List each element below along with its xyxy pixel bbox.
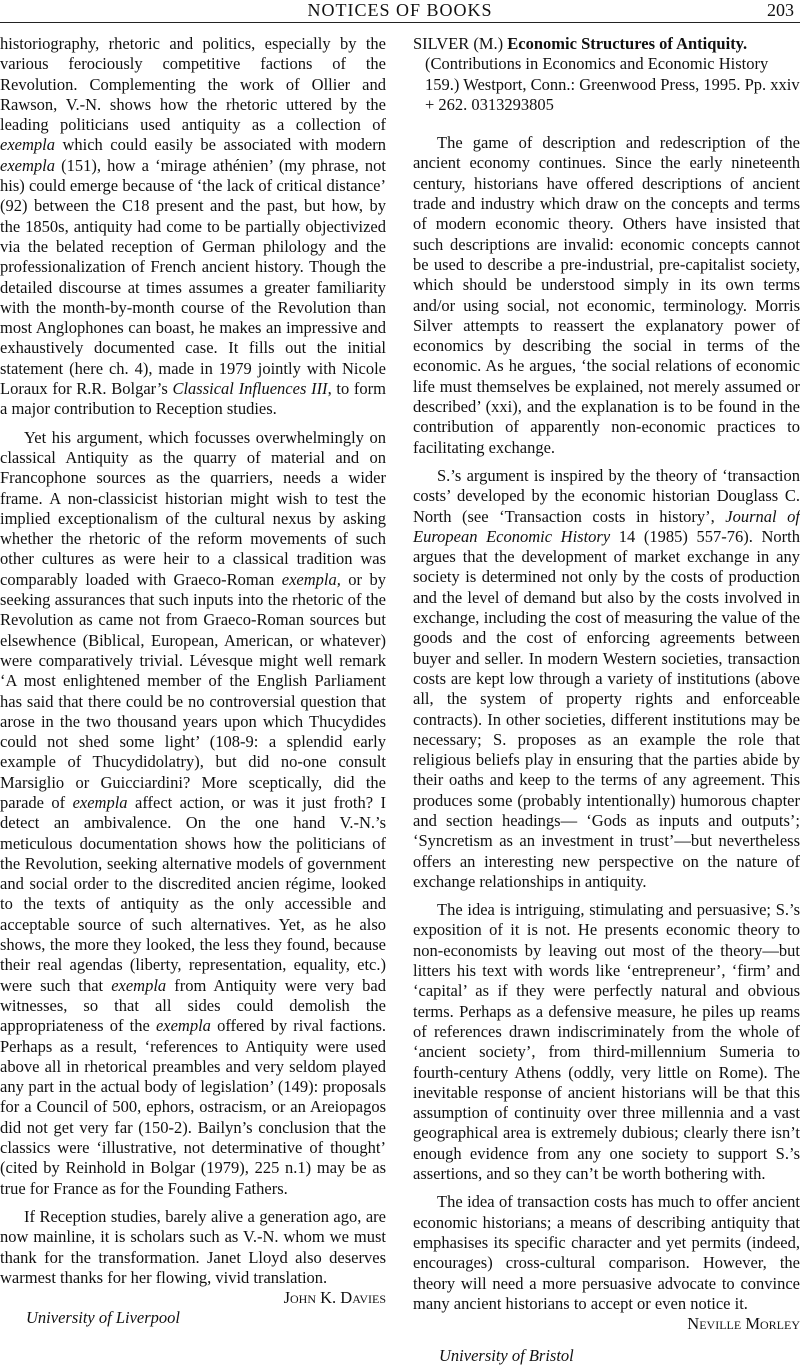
page-number: 203 [767,0,794,20]
book-author: SILVER (M.) [413,34,508,53]
right-paragraph-1: The game of description and redescription of the ancient economy continues. Since the early nineteenth century, historians have offered descriptions of ancient trade and industry which draw on the concepts and terms of modern economic theory. Others have insisted that such descriptions are invalid: economic concepts cannot be used to describe a pre-industrial, pre-capitalist society, which should be understood simply in its own terms and/or using social, not economic, terminology. Morris Silver attempts to reassert the explanatory power of economics by describing the social in terms of the economic. As he argues, ‘the social relations of economic life must themselves be explained, not merely assumed or described’ (xxi), and the explanation is to be found in the contribution of apparently non-economic practices to facilitating exchange. [413,133,800,457]
left-column [0,34,386,1329]
review-signature: John K. Davies [283,1288,386,1308]
left-paragraph-3: If Reception studies, barely alive a generation ago, are now mainline, it is scholars such as V.-N. whom we must thank for the transformation. Janet Lloyd also deserves warmest thanks for her flowing, vivid translation. [0,1206,386,1287]
left-paragraph-2: Yet his argument, which focusses overwhelmingly on classical Antiquity as the quarry of material and on Francophone sources as the quarriers, needs a wider frame. A non-classicist historian might wish to test the implied exceptionalism of the cultural nexus by asking whether the rhetoric of the reform movements of such other cultures as were heir to a classical tradition was comparably loaded with Graeco-Roman exempla, or by seeking assurances that such inputs into the rhetoric of the Revolution as came not from Graeco-Roman sources but elsewhence (Biblical, European, American, or whatever) were comparatively trivial. Lévesque might well remark ‘A most enlightened member of the English Parliament has said that there could be no controversial question that arose in the two thousand years upon which Thucydides could not shed some light’ (108-9: a splendid early example of Thucydidolatry), but did no-one consult Marsiglio or Guicciardini? More sceptically, did the parade of exempla affect action, or was it just froth? I detect an ambivalence. On the one hand V.-N.’s meticulous documentation shows how the politicians of the Revolution, seeking alternative models of government and social order to the discredited ancien régime, looked to the texts of antiquity as the only accessible and acceptable source of such alternatives. Yet, as he also shows, the more they looked, the less they found, because their real agendas (liberty, representation, equality, etc.) were such that exempla from Antiquity were very bad witnesses, so that all sides could demolish the appropriateness of the exempla offered by rival factions. Perhaps as a result, ‘references to Antiquity were used above all in rhetorical preambles and very seldom played any part in the actual body of legislation’ (149): proposals for a Council of 500, ephors, ostracism, or an Areiopagos did not get very far (150-2). Bailyn’s conclusion that the classics were ‘illustrative, not determinative of thought’ (cited by Reinhold in Bolgar (1979), 225 n.1) may be as true for France as for the Founding Fathers. [0,427,387,1198]
book-title: Economic Structures of Antiquity. [507,34,748,53]
review-signature: Neville Morley [687,1314,800,1334]
right-column [413,34,800,1367]
right-paragraph-2: S.’s argument is inspired by the theory of ‘transaction costs’ developed by the economic historian Douglass C. North (see ‘Transaction costs in history’, Journal of European Economic History 14 (1985) 557-76). North argues that the development of market exchange in any society is determined not only by the costs of production and the level of demand but also by the costs involved in exchange, including the cost of measuring the value of the goods and the cost of enforcing agreements between buyer and seller. In modern Western societies, transaction costs are kept low through a variety of institutions (above all, the system of property rights and enforceable contracts). In other societies, different institutions may be necessary; S. proposes as an example the role that religious beliefs play in ensuring that the parties abide by their oaths and keep to the terms of any agreement. This produces some (probably intentionally) humorous chapter and section headings— ‘Gods as inputs and outputs’; ‘Syncretism as an investment in trust’—but nevertheless offers an interesting new perspective on the nature of exchange relationships in antiquity. [413,465,800,891]
book-details: (Contributions in Economics and Economic History 159.) Westport, Conn.: Greenwood Press, 1995. Pp. xxiv + 262. 0313293805 [425,54,800,114]
right-paragraph-3: The idea is intriguing, stimulating and persuasive; S.’s exposition of it is not. He presents economic theory to non-economists by leaving out most of the theory—but litters his text with words like ‘entrepreneur’, ‘firm’ and ‘capital’ as if they were perfectly natural and obvious terms. Perhaps as a defensive measure, he piles up reams of references drawn indiscriminately from the whole of ‘ancient society’, from third-millennium Sumeria to fourth-century Athens (oddly, very little on Rome). The inevitable response of ancient historians will be that this assumption of continuity over three millennia and a vast geographical area is extremely dubious; clearly there isn’t enough evidence from any one society to support S.’s assertions, and so they can’t be worth bothering with. [413,900,800,1184]
running-title: NOTICES OF BOOKS [307,0,493,20]
reviewer-affiliation: University of Bristol [439,1346,574,1366]
right-paragraph-4: The idea of transaction costs has much to offer ancient economic historians; a means of describing antiquity that emphasises its specific character and yet permits (indeed, encourages) cross-cultural comparison. However, the theory will need a more persuasive advocate to convince many ancient historians to accept or even notice it. [413,1192,800,1313]
header-rule [0,22,800,23]
book-citation [413,34,800,115]
running-header [0,0,800,24]
reviewer-affiliation: University of Liverpool [26,1308,180,1328]
left-paragraph-1: historiography, rhetoric and politics, especially by the various ferociously competitive factions of the Revolution. Complementing the work of Ollier and Rawson, V.-N. shows how the rhetoric uttered by the leading politicians used antiquity as a collection of exempla which could easily be associated with modern exempla (151), how a ‘mirage athénien’ (my phrase, not his) could emerge because of ‘the lack of critical distance’ (92) between the C18 present and the past, but how, by the 1850s, antiquity had come to be partially objectivized via the belated reception of German philology and the professionalization of French ancient history. Though the detailed discourse at times assumes a greater familiarity with the month-by-month course of the Revolution than most Anglophones can boast, he makes an impressive and exhaustively documented case. It fills out the initial statement (here ch. 4), made in 1979 jointly with Nicole Loraux for R.R. Bolgar’s Classical Influences III, to form a major contribution to Reception studies. [0,34,386,419]
